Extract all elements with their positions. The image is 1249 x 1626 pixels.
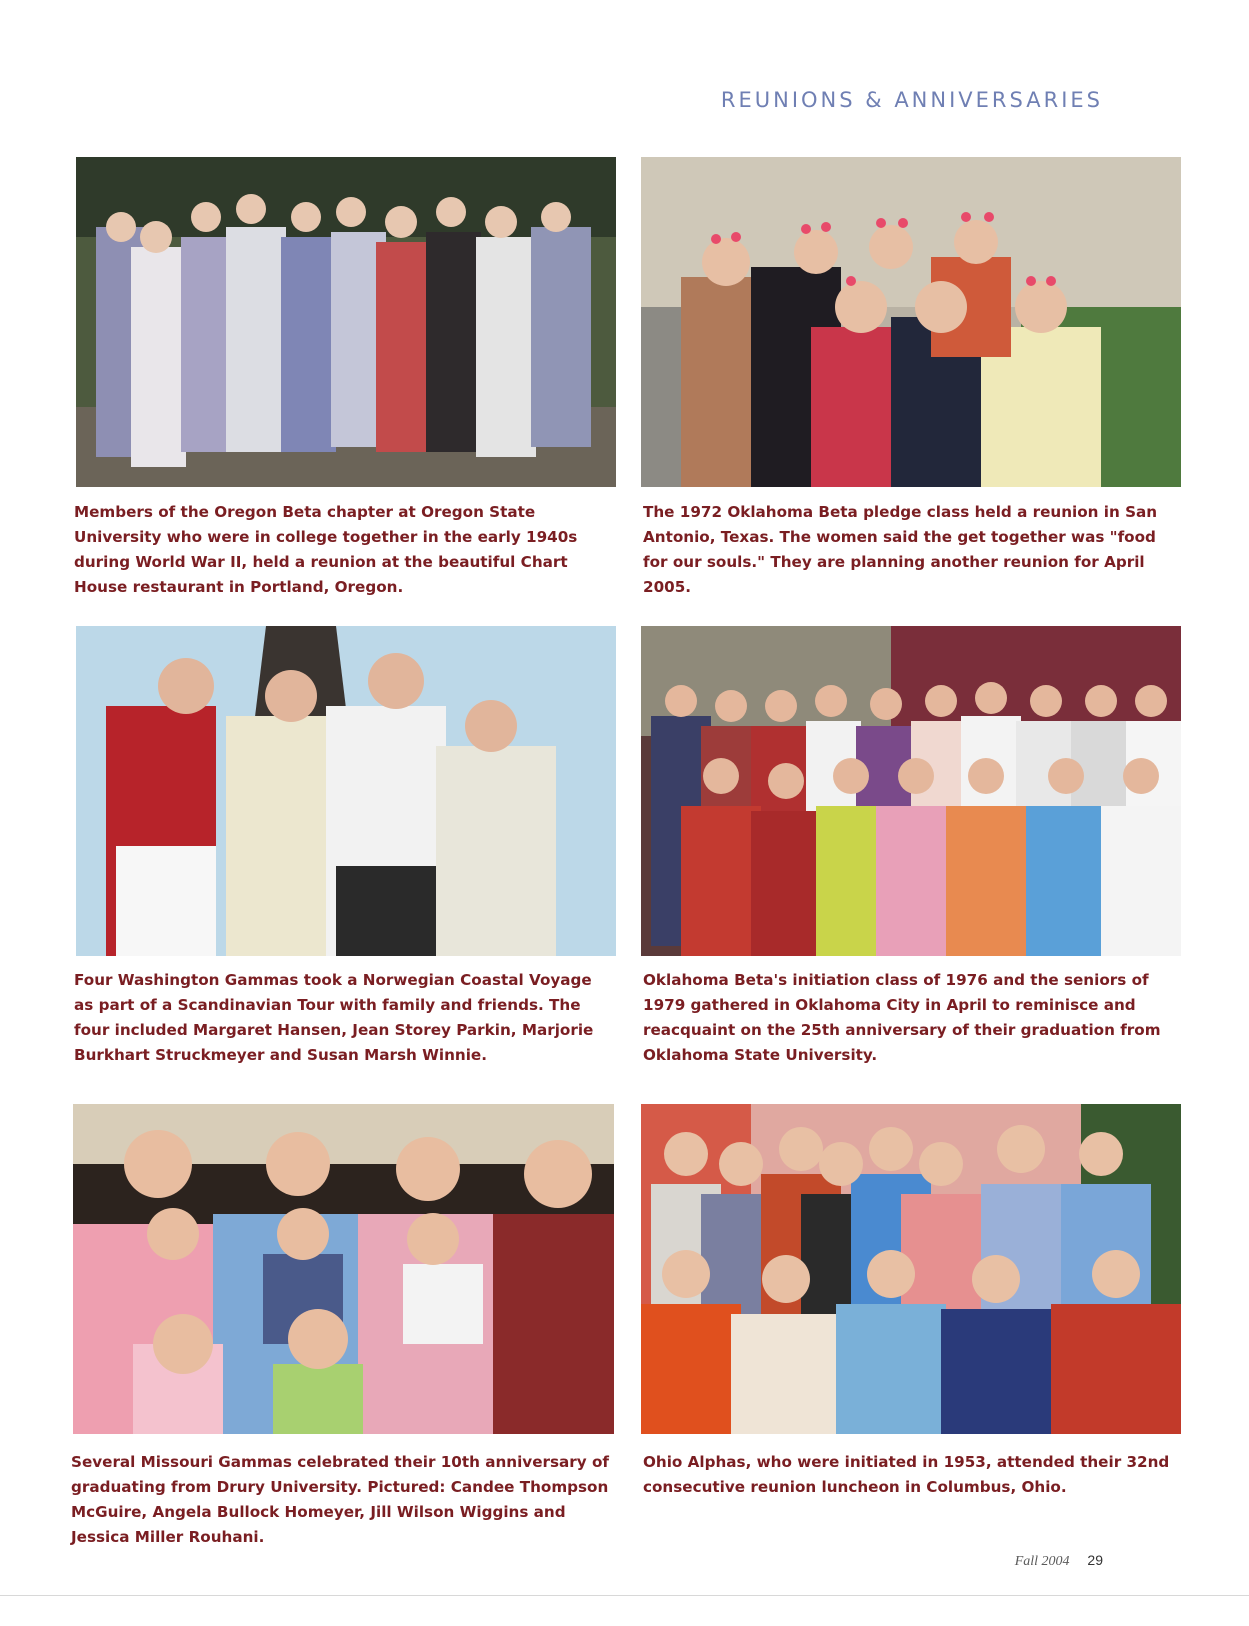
caption-ohio-alphas: Ohio Alphas, who were initiated in 1953, attended their 32nd consecutive reunion luncheon in Columbus, Ohio. [643, 1453, 1170, 1496]
page-number: 29 [1087, 1552, 1103, 1568]
footer-season: Fall 2004 [1014, 1554, 1070, 1569]
photo-oregon-beta-reunion [76, 157, 616, 487]
photo-ohio-alphas [641, 1104, 1181, 1434]
photo-oklahoma-beta-1976 [641, 626, 1181, 956]
photo-missouri-gammas [73, 1104, 614, 1434]
caption-missouri-gammas: Several Missouri Gammas celebrated their 10th anniversary of graduating from Drury University. Pictured: Candee Thompson McGuire, Angela Bullock Homeyer, Jill Wilson Wiggins and Jessica Miller Rouhani. [71, 1453, 610, 1546]
page-footer [1015, 1552, 1103, 1570]
bottom-rule [0, 1595, 1249, 1596]
photo-washington-gammas [76, 626, 616, 956]
section-header: REUNIONS & ANNIVERSARIES [720, 88, 1103, 112]
caption-washington-gammas: Four Washington Gammas took a Norwegian Coastal Voyage as part of a Scandinavian Tour with family and friends. The four included Margaret Hansen, Jean Storey Parkin, Marjorie Burkhart Struckmeyer and Susan Marsh Winnie. [74, 971, 594, 1064]
caption-oklahoma-beta-1976: Oklahoma Beta's initiation class of 1976 and the seniors of 1979 gathered in Oklahoma City in April to reminisce and reacquaint on the 25th anniversary of their graduation from Oklahoma State University. [643, 971, 1161, 1064]
photo-oklahoma-beta-1972 [641, 157, 1181, 487]
caption-oregon-beta: Members of the Oregon Beta chapter at Oregon State University who were in college together in the early 1940s during World War II, held a reunion at the beautiful Chart House restaurant in Portland, Oregon. [74, 503, 578, 596]
caption-oklahoma-beta-1972: The 1972 Oklahoma Beta pledge class held a reunion in San Antonio, Texas. The women said the get together was "food for our souls." They are planning another reunion for April 2005. [643, 503, 1158, 596]
